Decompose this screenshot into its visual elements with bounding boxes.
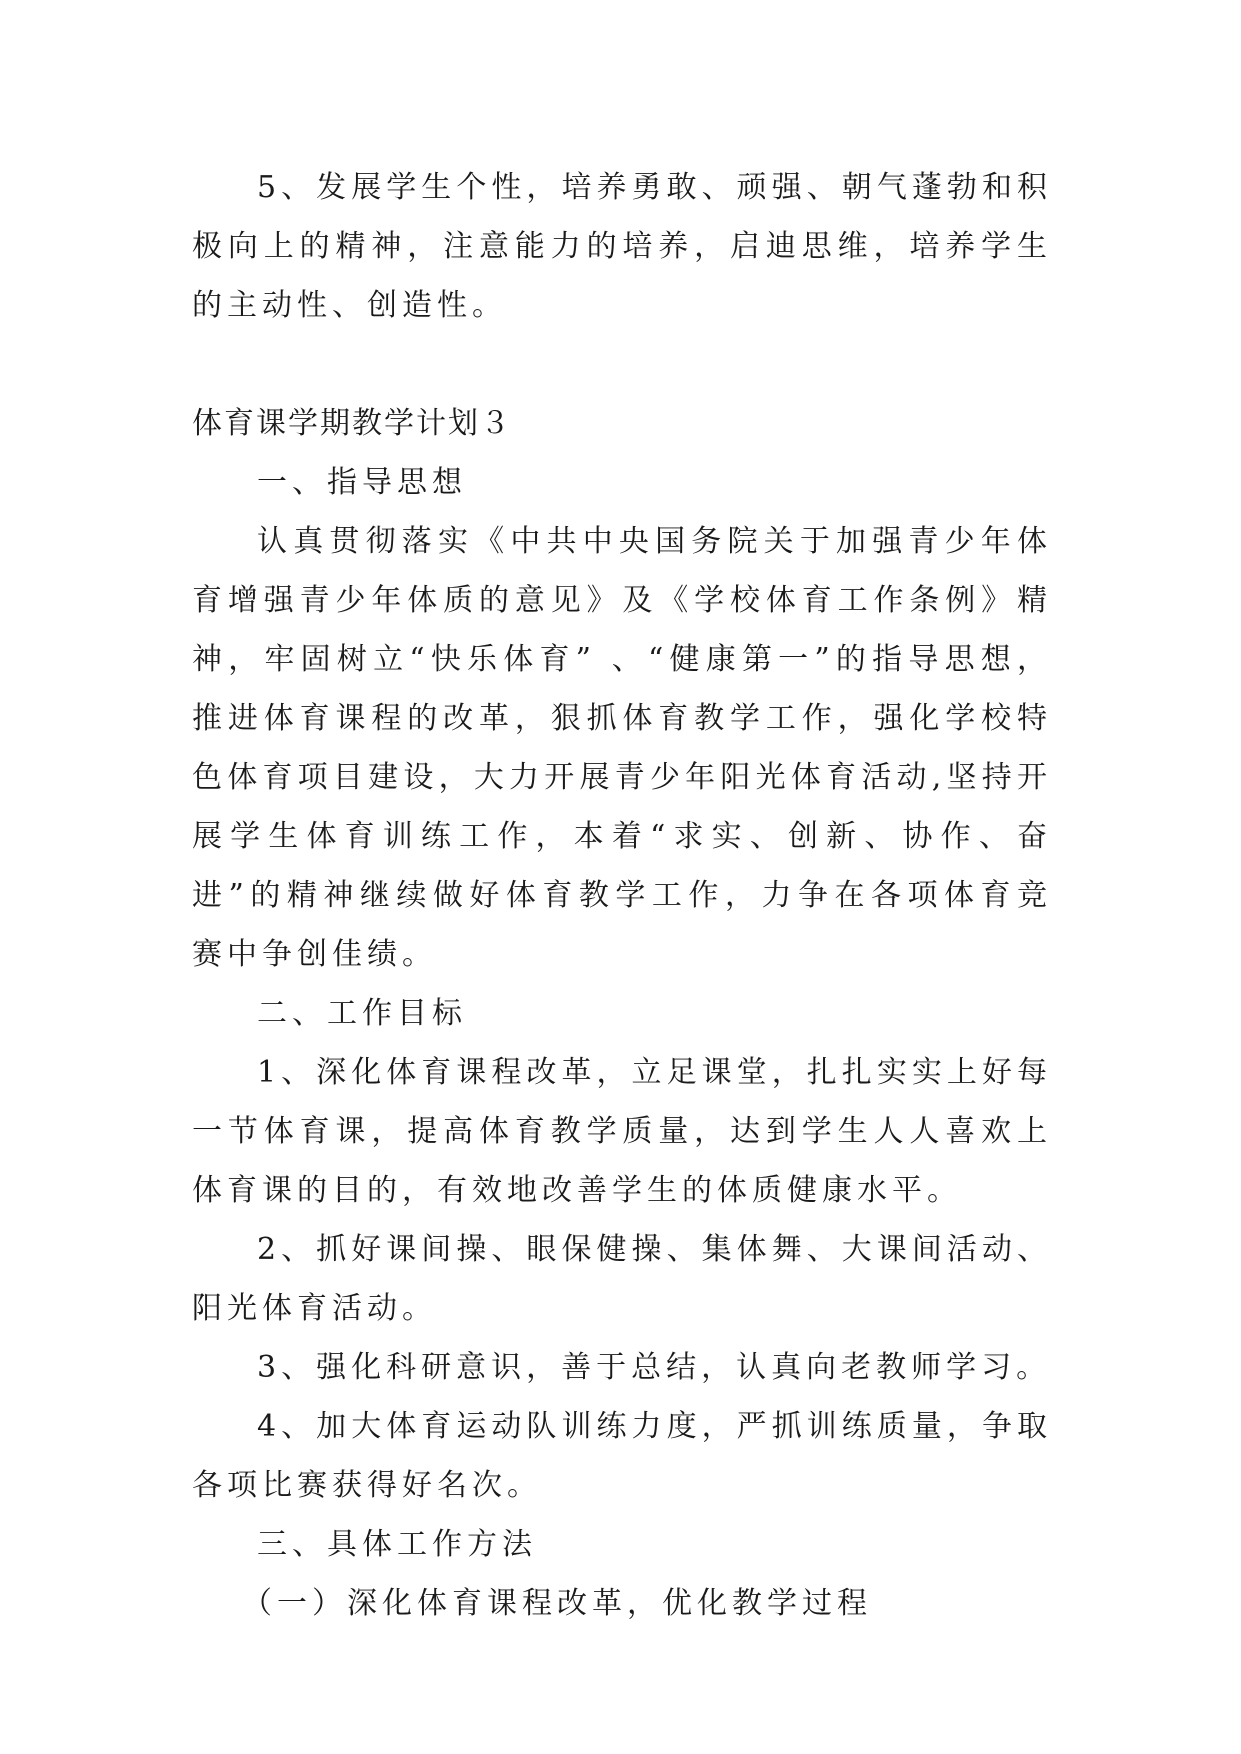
heading-guiding-thought: 一、指导思想	[257, 465, 467, 500]
heading-work-goals: 二、工作目标	[257, 996, 467, 1031]
goal-item-3: 3、强化科研意识，善于总结，认真向老教师学习。	[257, 1350, 1052, 1385]
goal-item-2: 2、抓好课间操、眼保健操、集体舞、大课间活动、阳光体育活动。	[192, 1232, 1052, 1326]
goal-item-4: 4、加大体育运动队训练力度，严抓训练质量，争取各项比赛获得好名次。	[192, 1409, 1052, 1503]
paragraph-guiding-thought: 认真贯彻落实《中共中央国务院关于加强青少年体育增强青少年体质的意见》及《学校体育工作条例》精神，牢固树立“快乐体育” 、“健康第一”的指导思想，推进体育课程的改革，狠抓体育教学工作，强化学校特色体育项目建设，大力开展青少年阳光体育活动,坚持开展学生体育训练工作，本着“求实、创新、协作、奋进”的精神继续做好体育教学工作，力争在各项体育竞赛中争创佳绩。	[192, 524, 1052, 972]
goal-item-1: 1、深化体育课程改革，立足课堂，扎扎实实上好每一节体育课，提高体育教学质量，达到学生人人喜欢上体育课的目的，有效地改善学生的体质健康水平。	[192, 1055, 1052, 1208]
main-block	[192, 394, 1052, 1633]
intro-paragraph: 5、发展学生个性，培养勇敢、顽强、朝气蓬勃和积极向上的精神，注意能力的培养，启迪思维，培养学生的主动性、创造性。	[192, 170, 1052, 323]
subheading-curriculum-reform: （一）深化体育课程改革，优化教学过程	[242, 1586, 872, 1621]
section-title: 体育课学期教学计划３	[192, 406, 512, 441]
intro-block	[192, 158, 1052, 335]
heading-work-methods: 三、具体工作方法	[257, 1527, 537, 1562]
